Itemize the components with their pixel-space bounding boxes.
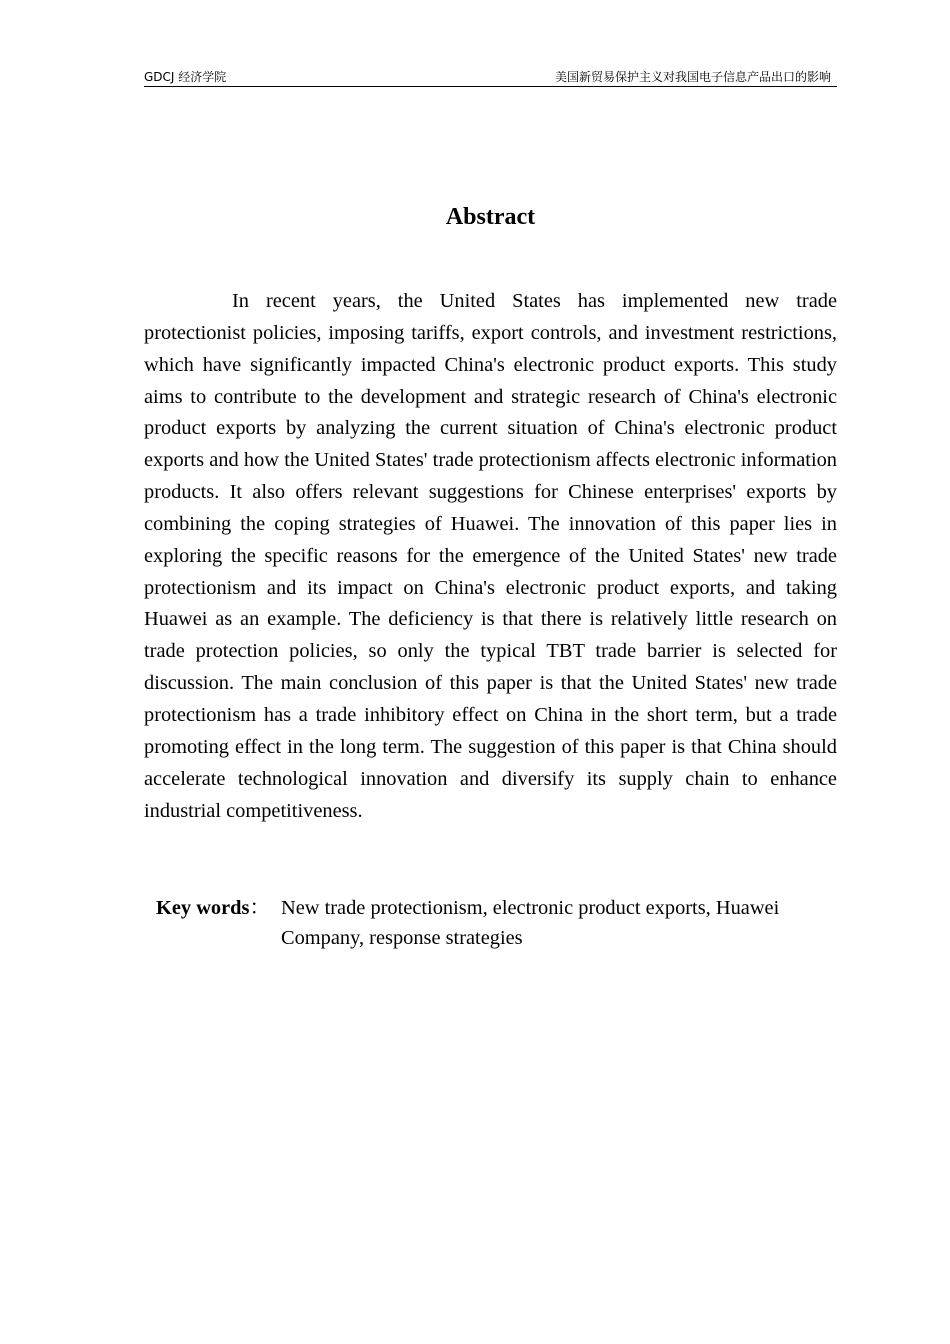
keywords-label [156,893,270,923]
header-left-text: GDCJ 经济学院 [144,70,227,84]
keywords-label-text: Key words [156,897,250,919]
keywords-colon: ： [249,897,270,919]
abstract-title: Abstract [445,204,536,230]
header-right-text: 美国新贸易保护主义对我国电子信息产品出口的影响 [554,70,831,84]
page-header [144,69,837,87]
keywords-text: New trade protectionism, electronic product exports, Huawei Company, response strategies [281,897,780,949]
abstract-body: In recent years, the United States has implemented new trade protectionist policies, imposing tariffs, export controls, and investment restrictions, which have significantly impacted China's electronic product exports. This study aims to contribute to the development and strategic research of China's electronic product exports by analyzing the current situation of China's electronic product exports and how the United States' trade protectionism affects electronic information products. It also offers relevant suggestions for Chinese enterprises' exports by combining the coping strategies of Huawei. The innovation of this paper lies in exploring the specific reasons for the emergence of the United States' new trade protectionism and its impact on China's electronic product exports, and taking Huawei as an example. The deficiency is that there is relatively little research on trade protection policies, so only the typical TBT trade barrier is selected for discussion. The main conclusion of this paper is that the United States' new trade protectionism has a trade inhibitory effect on China in the short term, but a trade promoting effect in the long term. The suggestion of this paper is that China should accelerate technological innovation and diversify its supply chain to enhance industrial competitiveness. [144,290,837,822]
